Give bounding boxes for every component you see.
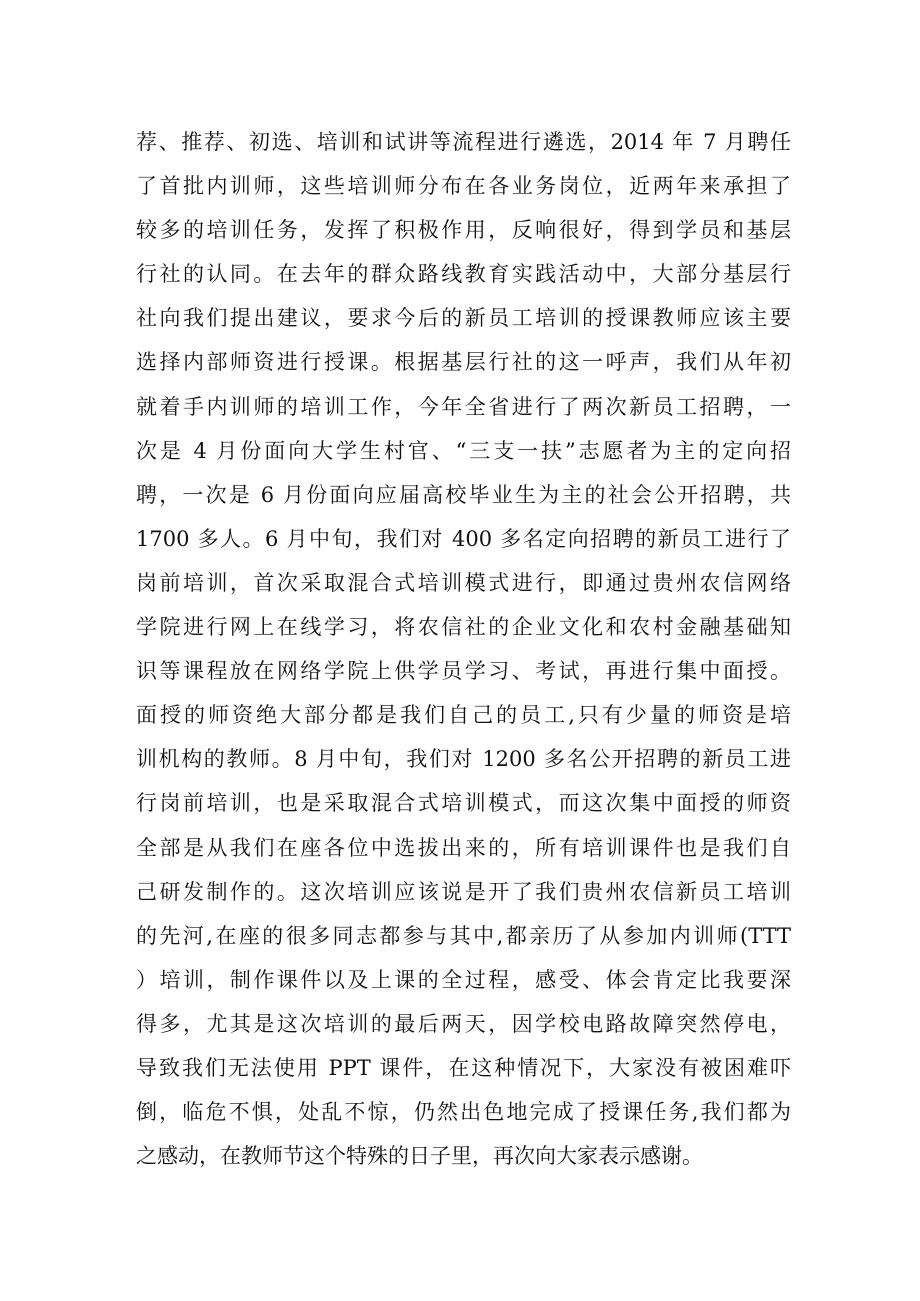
body-paragraph	[136, 120, 791, 1178]
paragraph-line: 了首批内训师，这些培训师分布在各业务岗位，近两年来承担了	[136, 174, 791, 199]
paragraph-line: 荐、推荐、初选、培训和试讲等流程进行遴选，2014 年 7 月聘任	[136, 130, 791, 154]
paragraph-line: 倒，临危不惧，处乱不惊，仍然出色地完成了授课任务,我们都为	[136, 1100, 791, 1125]
paragraph-line: 行社的认同。在去年的群众路线教育实践活动中，大部分基层行	[136, 262, 791, 287]
paragraph-line: 全部是从我们在座各位中选拔出来的，所有培训课件也是我们自	[136, 835, 791, 860]
paragraph-line: 学院进行网上在线学习，将农信社的企业文化和农村金融基础知	[136, 615, 791, 640]
paragraph-line: 次是 4 月份面向大学生村官、“三支一扶”志愿者为主的定向招	[136, 438, 791, 463]
paragraph-line: 就着手内训师的培训工作，今年全省进行了两次新员工招聘，一	[136, 394, 791, 419]
paragraph-line: 面授的师资绝大部分都是我们自己的员工,只有少量的师资是培	[136, 703, 791, 728]
paragraph-line: 社向我们提出建议，要求今后的新员工培训的授课教师应该主要	[136, 306, 791, 331]
paragraph-line: 导致我们无法使用 PPT 课件，在这种情况下，大家没有被困难吓	[136, 1055, 791, 1080]
paragraph-line: 岗前培训，首次采取混合式培训模式进行，即通过贵州农信网络	[136, 570, 791, 595]
paragraph-line: 1700 多人。6 月中旬，我们对 400 多名定向招聘的新员工进行了	[136, 526, 791, 551]
paragraph-line: 之感动，在教师节这个特殊的日子里，再次向大家表示感谢。	[136, 1144, 703, 1169]
paragraph-line: 行岗前培训，也是采取混合式培训模式，而这次集中面授的师资	[136, 791, 791, 816]
paragraph-line: 识等课程放在网络学院上供学员学习、考试，再进行集中面授。	[136, 659, 791, 684]
paragraph-line: 的先河,在座的很多同志都参与其中,都亲历了从参加内训师(TTT	[136, 923, 791, 948]
paragraph-line: 聘，一次是 6 月份面向应届高校毕业生为主的社会公开招聘，共	[136, 482, 791, 507]
paragraph-line: 较多的培训任务，发挥了积极作用，反响很好，得到学员和基层	[136, 218, 791, 243]
paragraph-line: ）培训，制作课件以及上课的全过程，感受、体会肯定比我要深	[136, 967, 791, 992]
paragraph-line: 选择内部师资进行授课。根据基层行社的这一呼声，我们从年初	[136, 350, 791, 375]
paragraph-line: 得多，尤其是这次培训的最后两天，因学校电路故障突然停电，	[136, 1011, 791, 1036]
paragraph-line: 己研发制作的。这次培训应该说是开了我们贵州农信新员工培训	[136, 879, 791, 904]
paragraph-line: 训机构的教师。8 月中旬，我们对 1200 多名公开招聘的新员工进	[136, 747, 791, 772]
